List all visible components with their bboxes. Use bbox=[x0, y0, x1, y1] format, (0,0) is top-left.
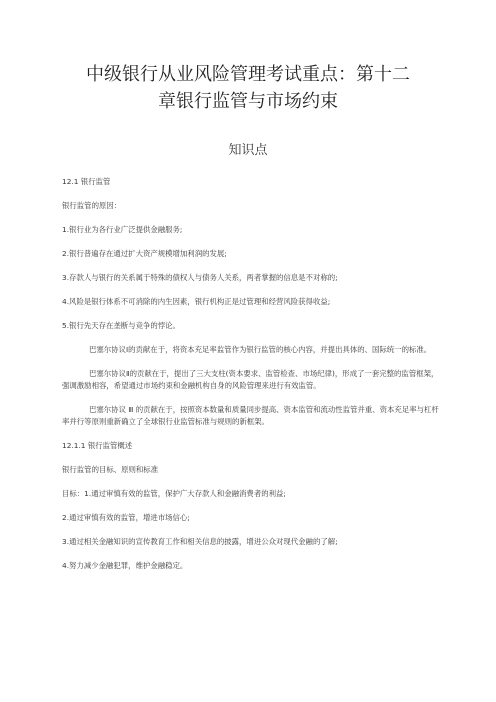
paragraph: 4.努力减少金融犯罪，维护金融稳定。 bbox=[62, 561, 188, 570]
paragraph: 1.银行业为各行业广泛提供金融服务; bbox=[62, 225, 183, 234]
document-body bbox=[62, 176, 442, 572]
paragraph: 4.风险是银行体系不可消除的内生因素，银行机构正是过管理和经营风险获得收益; bbox=[62, 297, 331, 306]
paragraph: 5.银行先天存在垄断与竞争的悖论。 bbox=[62, 321, 180, 330]
paragraph: 3.通过相关金融知识的宣传教育工作和相关信息的披露，增进公众对现代金融的了解; bbox=[62, 537, 338, 546]
paragraph: 2.银行普遍存在通过扩大资产规模增加利润的发展; bbox=[62, 249, 227, 258]
paragraph: 目标：1.通过审慎有效的监管，保护广大存款人和金融消费者的利益; bbox=[62, 489, 286, 498]
paragraph: 3.存款人与银行的关系属于特殊的债权人与债务人关系，两者掌握的信息是不对称的; bbox=[62, 273, 338, 282]
paragraph: 巴塞尔协议 Ⅲ 的贡献在于，按照资本数量和质量同步提高、资本监管和流动性监管并重、资本充足率与杠杆率并行等原则重新确立了全球银行业监管标准与规则的新框架。 bbox=[62, 405, 439, 426]
paragraph: 巴塞尔协议Ⅱ的贡献在于，提出了三大支柱(资本要求、监管检查、市场纪律)，形成了一套完整的监管框架，强调激励相容，希望通过市场约束和金融机构自身的风险管理来进行有效监管。 bbox=[62, 369, 439, 390]
title-line-1: 中级银行从业风险管理考试重点：第十二 bbox=[86, 64, 410, 85]
paragraph: 银行监管的目标、原则和标准 bbox=[62, 465, 159, 474]
paragraph: 巴塞尔协议Ⅰ的贡献在于，将资本充足率监管作为银行监管的核心内容，并提出具体的、国际统一的标准。 bbox=[89, 345, 432, 354]
paragraph: 银行监管的原因： bbox=[62, 201, 122, 210]
paragraph: 2.通过审慎有效的监管，增进市场信心; bbox=[62, 513, 190, 522]
section-subtitle: 知识点 bbox=[228, 143, 268, 158]
heading-12-1-1: 12.1.1 银行监管概述 bbox=[62, 441, 133, 450]
document-title bbox=[40, 61, 456, 115]
heading-12-1: 12.1 银行监管 bbox=[62, 177, 111, 186]
title-line-2: 章银行监管与市场约束 bbox=[158, 91, 338, 112]
